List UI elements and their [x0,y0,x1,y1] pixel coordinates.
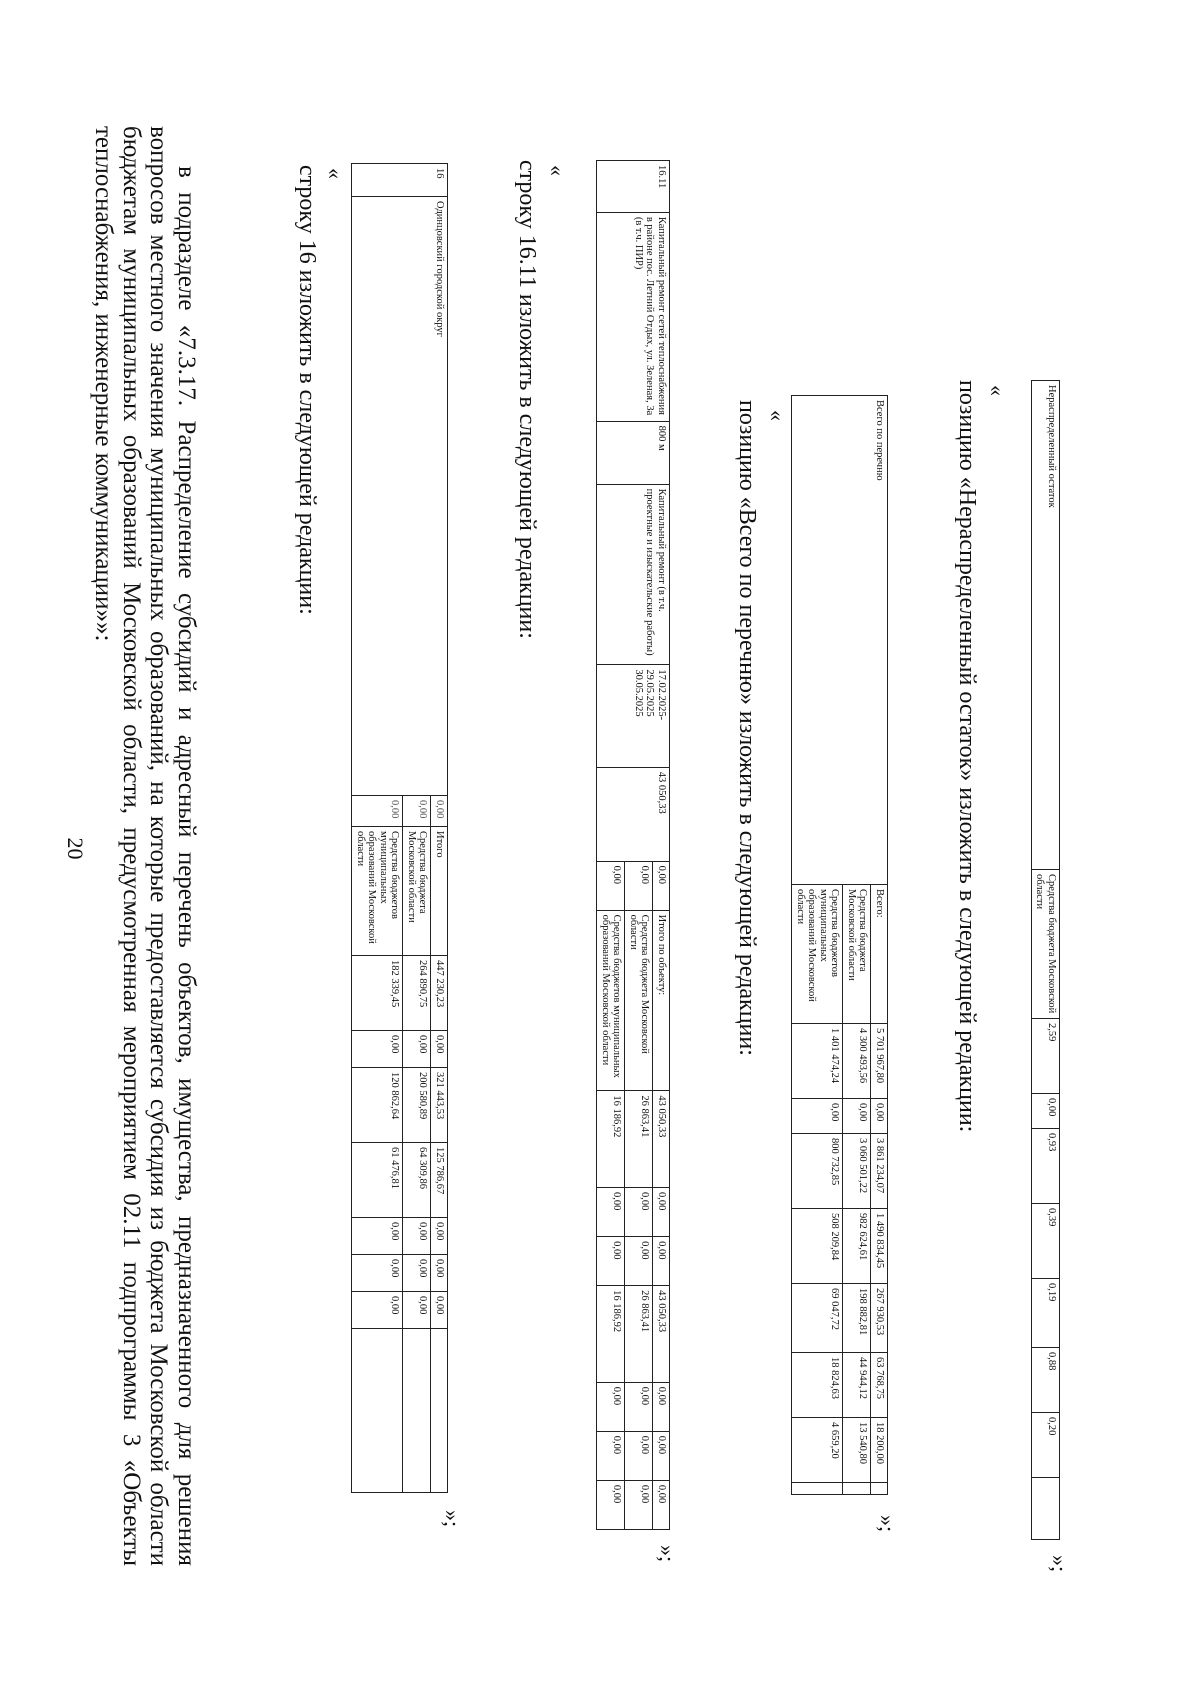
b2-r2-c1: 0,00 [597,1188,625,1237]
block2-heading: строку 16.11 изложить в следующей редакции: [514,160,540,639]
b3-r0-c0: 5 701 967,80 [871,1024,888,1099]
b2-r1-c5: 0,00 [625,1431,653,1480]
b2-r0-c2: 0,00 [653,1237,670,1286]
b2-r0-c4: 0,00 [653,1382,670,1431]
b1-r2-c3: 61 476,81 [352,1143,403,1218]
b3-label-0: Всего: [871,885,888,1024]
b3-r2-c3: 508 209,84 [792,1209,843,1284]
b2-r0-c3: 43 050,33 [653,1286,670,1383]
b3-r0-c5: 63 768,75 [871,1353,888,1418]
b2-r0-c5: 0,00 [653,1431,670,1480]
b2-label-2: Средства бюджетов муниципальных образований Московской области [597,910,625,1091]
b1-r0-c3: 125 786,67 [431,1143,448,1218]
b2-r2-c4: 0,00 [597,1382,625,1431]
b2-r1-c3: 26 863,41 [625,1286,653,1383]
b1-r1-c0: 264 890,75 [403,956,431,1031]
b3-label-2: Средства бюджетов муниципальных образований Московской области [792,885,843,1024]
b1-name: Одинцовский городской округ [352,197,448,796]
b1-r1-c4: 0,00 [403,1218,431,1255]
b3-r2-c5: 18 824,63 [792,1353,843,1418]
b2-r1-c1: 0,00 [625,1188,653,1237]
b2-capacity: 800 м [597,421,670,484]
b1-r0-c5: 0,00 [431,1255,448,1292]
b1-r1-c2: 200 580,89 [403,1068,431,1143]
intro-paragraph [90,126,200,1566]
b2-r1-c4: 0,00 [625,1382,653,1431]
b1-r1-c6: 0,00 [403,1292,431,1329]
b3-r0-c4: 267 930,53 [871,1284,888,1353]
b1-r0-c0: 447 230,23 [431,956,448,1031]
b3-r1-c5: 44 944,12 [843,1353,871,1418]
block3-heading: позицию «Всего по перечню» изложить в следующей редакции: [734,400,760,1056]
b3-spacer [792,1483,843,1495]
b4-v6: 0,20 [1032,1413,1060,1478]
b1-pre-0: 0,00 [431,796,448,827]
block3-quote-open: « [765,410,790,421]
b3-r2-c6: 4 659,20 [792,1418,843,1483]
b2-r2-c6: 0,00 [597,1480,625,1529]
b2-r1-c0: 26 863,41 [625,1091,653,1188]
b1-r1-c1: 0,00 [403,1031,431,1068]
b2-r2-c0: 16 186,92 [597,1091,625,1188]
block2-table [597,160,671,1530]
b1-r0-c1: 0,00 [431,1031,448,1068]
b1-r1-c5: 0,00 [403,1255,431,1292]
b2-fin-1: 0,00 [625,861,653,910]
b2-r2-c2: 0,00 [597,1237,625,1286]
block1-table [352,163,449,1493]
b2-label-1: Средства бюджета Московской области [625,910,653,1091]
b2-r2-c5: 0,00 [597,1431,625,1480]
block3-table [792,395,889,1495]
b4-label: Средства бюджета Московской области [1032,870,1060,1019]
b3-spacer [843,1483,871,1495]
b2-work: Капитальный ремонт (в т.ч. проектные и изыскательские работы) [597,484,670,665]
b3-r2-c1: 0,00 [792,1099,843,1134]
b1-r1-c3: 64 309,86 [403,1143,431,1218]
block1-heading: строку 16 изложить в следующей редакции: [294,165,320,615]
b4-v1: 0,00 [1032,1094,1060,1129]
b1-pre-1: 0,00 [403,796,431,827]
b1-pre-2: 0,00 [352,796,403,827]
block3-quote-close: »; [875,1515,900,1533]
b1-spacer [431,1329,448,1493]
b2-name: Капитальный ремонт сетей теплоснабжения в районе пос. Летний Отдых, ул. Зеленая, 3а (в т.ч. ПИР) [597,212,670,421]
block1-quote-close: »; [440,1510,465,1528]
b3-name: Всего по перечню [792,396,888,885]
b2-end-date: 30.05.2025 [633,669,644,717]
b2-label-0: Итого по объекту: [653,910,670,1091]
b3-r1-c0: 4 300 493,56 [843,1024,871,1099]
b3-r1-c1: 0,00 [843,1099,871,1134]
b1-r2-c0: 182 339,45 [352,956,403,1031]
b1-r0-c4: 0,00 [431,1218,448,1255]
block2-quote-open: « [545,165,570,176]
block4-quote-close: »; [1047,1555,1072,1573]
b2-row-no: 16.11 [597,161,670,213]
b1-r0-c2: 321 443,53 [431,1068,448,1143]
b2-r0-c0: 43 050,33 [653,1091,670,1188]
b2-fin-2: 0,00 [597,861,625,910]
b4-spacer [1032,1478,1060,1540]
b2-r0-c1: 0,00 [653,1188,670,1237]
b2-r2-c3: 16 186,92 [597,1286,625,1383]
b2-r1-c6: 0,00 [625,1480,653,1529]
b3-r1-c6: 13 540,80 [843,1418,871,1483]
b4-v0: 2,59 [1032,1019,1060,1094]
b4-v4: 0,19 [1032,1279,1060,1348]
b2-fin-0: 0,00 [653,861,670,910]
b2-cost: 43 050,33 [597,767,670,861]
b1-spacer [352,1329,403,1493]
b4-name: Нераспределенный остаток [1032,381,1060,870]
b3-r2-c4: 69 047,72 [792,1284,843,1353]
b1-r2-c1: 0,00 [352,1031,403,1068]
b3-r2-c0: 1 401 474,24 [792,1024,843,1099]
b2-r0-c6: 0,00 [653,1480,670,1529]
b1-r2-c5: 0,00 [352,1255,403,1292]
b1-r2-c2: 120 862,64 [352,1068,403,1143]
b4-v5: 0,88 [1032,1348,1060,1413]
intro-text: в подразделе «7.3.17. Распределение субсидий и адресный перечень объектов, имущества, предназначенного для решения вопросов местного значения муниципальных образований, на которые предоставляется субсидия из бюджета Московской области бюджетам муниципальных образований Московской области, предусмотренная мероприятием 02.11 подпрограммы 3 «Объекты теплоснабжения, инженерные коммуникации»»: [90,126,200,1566]
b1-r0-c6: 0,00 [431,1292,448,1329]
b3-r1-c4: 198 882,81 [843,1284,871,1353]
b3-r2-c2: 800 732,85 [792,1134,843,1209]
b1-spacer [403,1329,431,1493]
b2-dates-text: 17.02.2025-29.05.2025 [644,669,667,721]
b3-r0-c2: 3 861 234,07 [871,1134,888,1209]
b3-r1-c3: 982 624,61 [843,1209,871,1284]
b1-label-mo: Средства бюджета Московской области [403,827,431,956]
b1-r2-c4: 0,00 [352,1218,403,1255]
block4-heading: позицию «Нераспределенный остаток» изложить в следующей редакции: [954,380,980,1133]
b4-v3: 0,39 [1032,1204,1060,1279]
b3-r0-c1: 0,00 [871,1099,888,1134]
b3-spacer [871,1483,888,1495]
b1-r2-c6: 0,00 [352,1292,403,1329]
b2-r1-c2: 0,00 [625,1237,653,1286]
b3-r0-c3: 1 490 834,45 [871,1209,888,1284]
b1-row-no: 16 [352,164,448,197]
b4-v2: 0,93 [1032,1129,1060,1204]
b3-label-1: Средства бюджета Московской области [843,885,871,1024]
b1-label-total: Итого [431,827,448,956]
block4-quote-open: « [985,385,1010,396]
b3-r0-c6: 18 200,00 [871,1418,888,1483]
b3-r1-c2: 3 060 501,22 [843,1134,871,1209]
b2-dates [597,665,670,767]
b1-label-mun: Средства бюджетов муниципальных образований Московской области [352,827,403,956]
block1-quote-open: « [323,168,348,179]
block4-table [1031,380,1060,1540]
block2-quote-close: »; [655,1545,680,1563]
page-number: 20 [63,837,88,860]
